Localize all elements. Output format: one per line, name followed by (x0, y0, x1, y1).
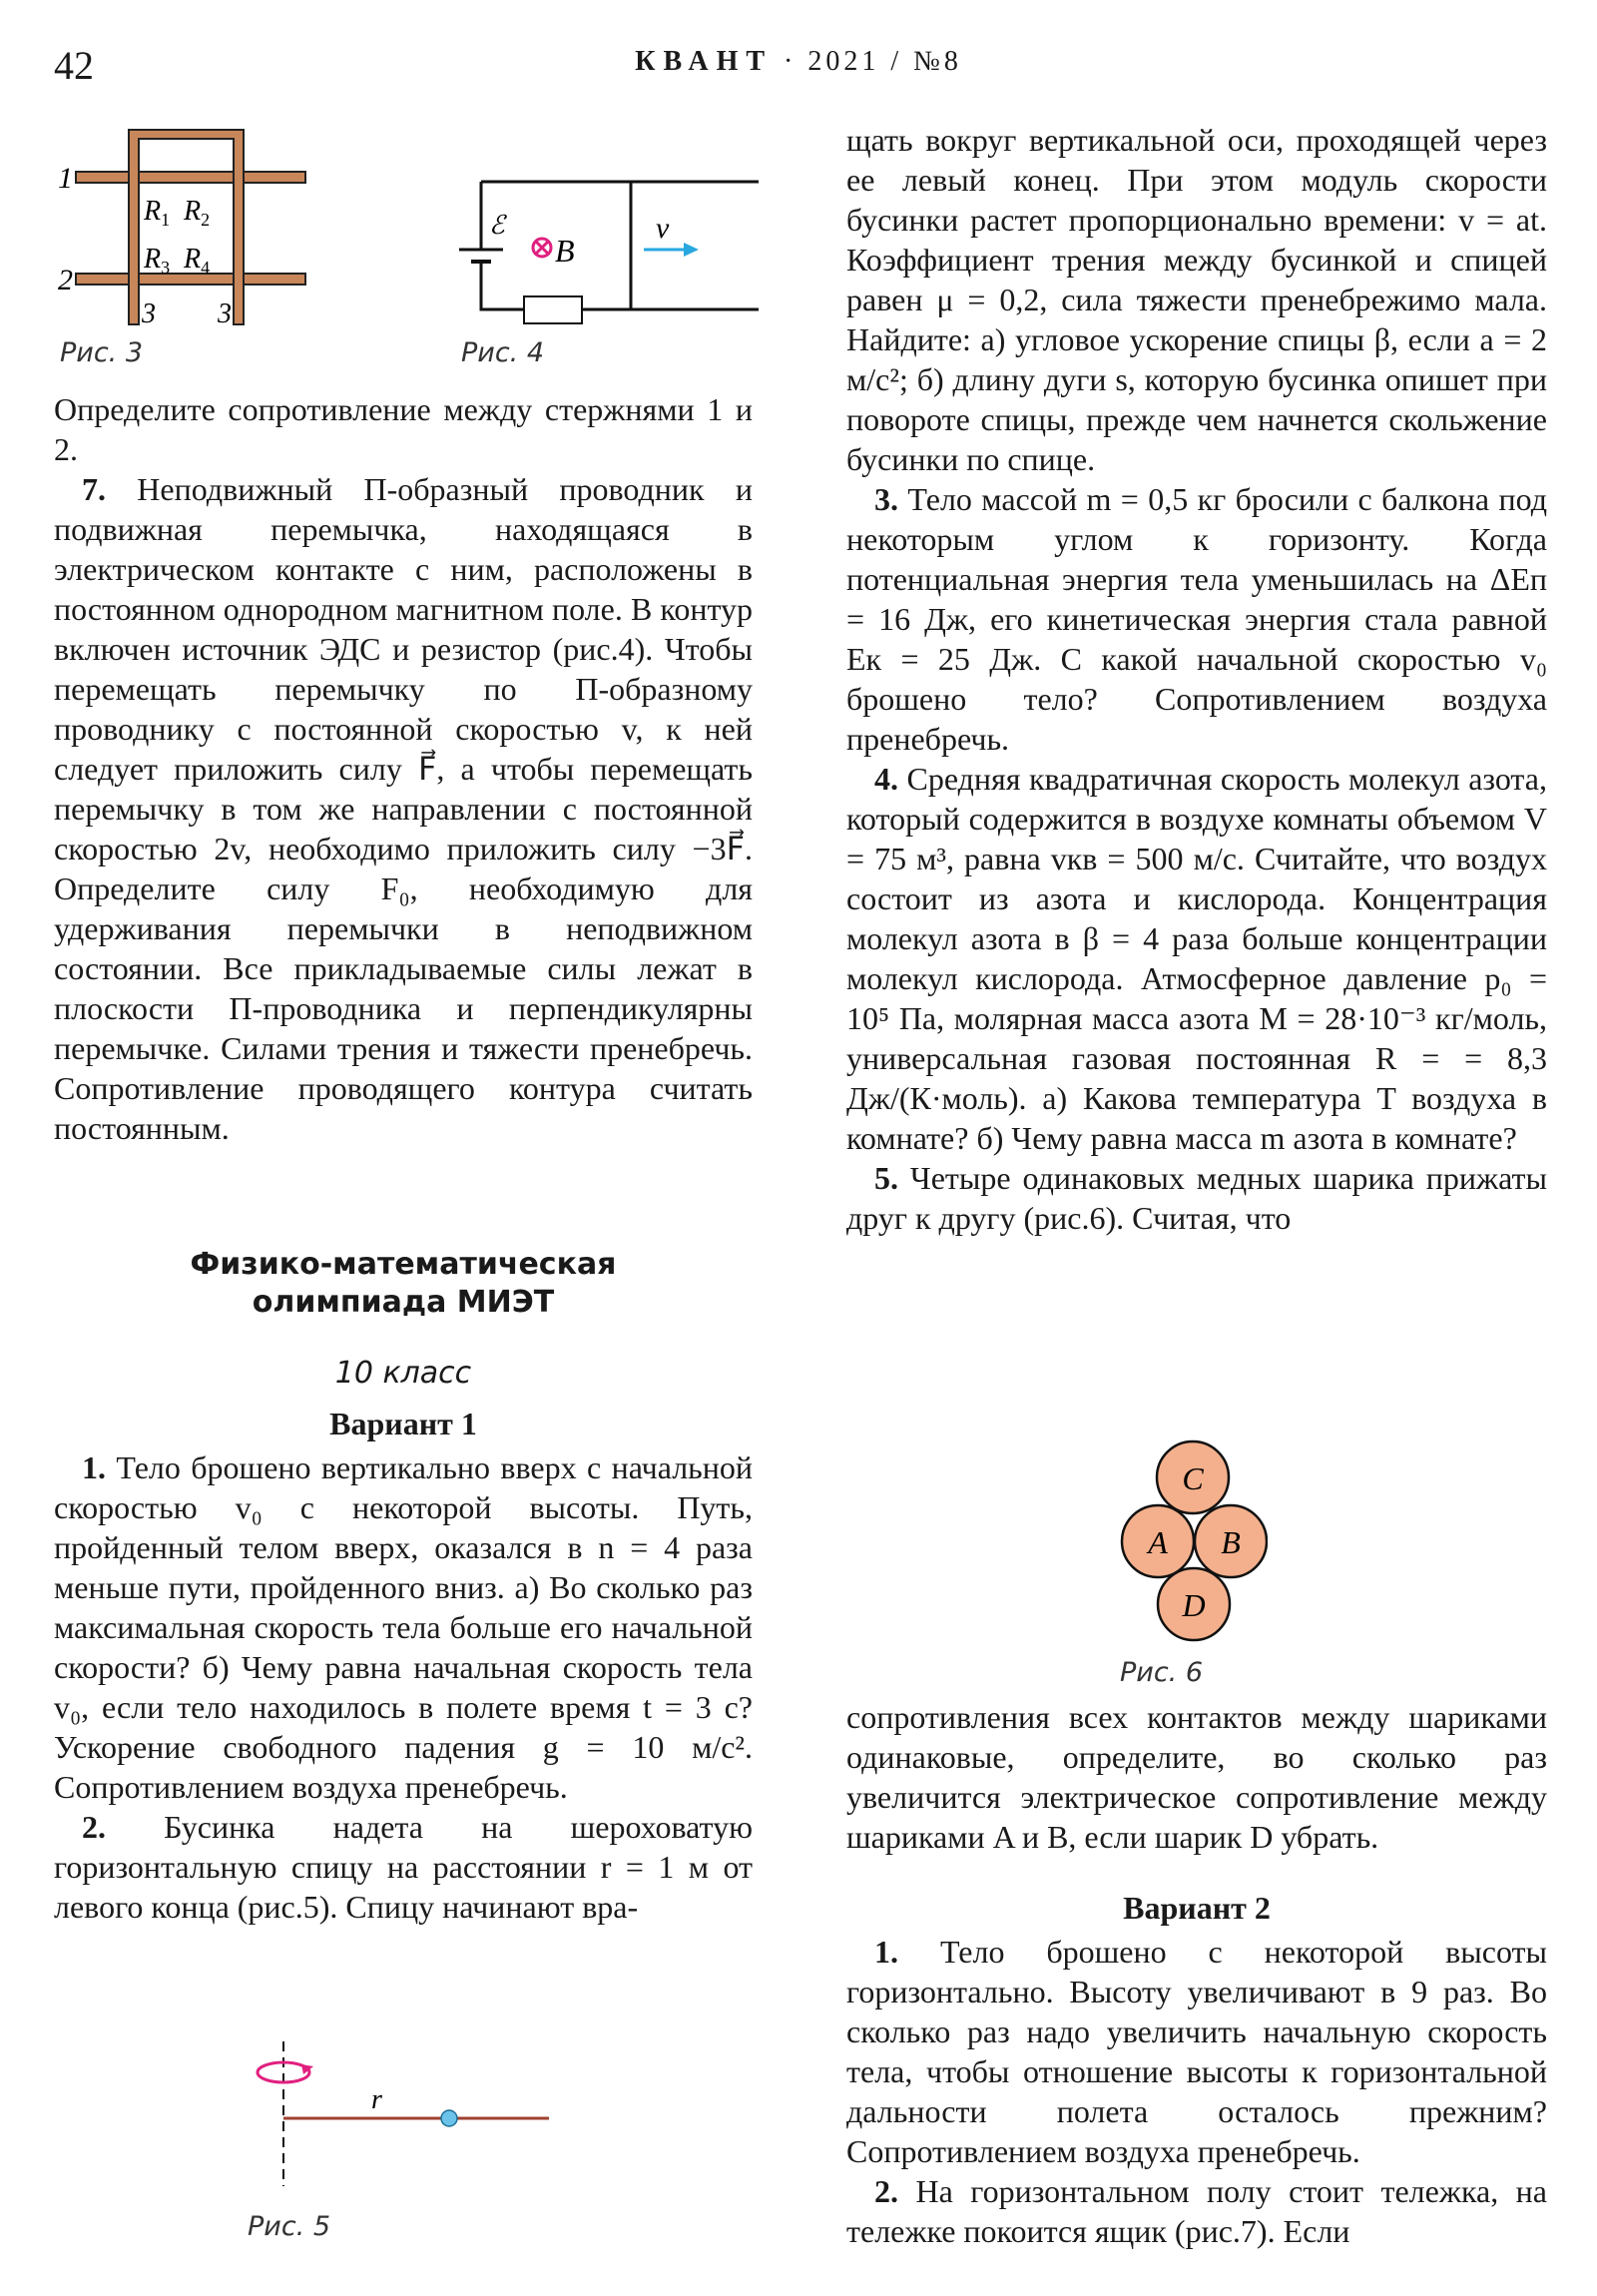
problem-number: 4. (874, 761, 898, 797)
ball-label-a: A (1148, 1524, 1168, 1560)
left-column (54, 389, 753, 1148)
velocity-label: v (656, 212, 670, 245)
figure-4-caption: Рис. 4 (461, 337, 545, 368)
problem-number: 7. (82, 471, 106, 507)
v1-problem-3 (846, 479, 1547, 759)
fig3-label-r3: $R_3$ (144, 244, 171, 278)
problem-text: Бусинка надета на шероховатую горизонтальную спицу на расстоянии r = 1 м от левого конца (рис.5). Спицу начинают вра- (54, 1809, 753, 1925)
fig3-label-3a: 3 (142, 298, 156, 329)
problem-number: 2. (874, 2173, 898, 2209)
v2-problem-2-start (846, 2171, 1547, 2251)
v2-problem-1 (846, 1932, 1547, 2171)
v1-problem-4 (846, 759, 1547, 1158)
right-column-variant-2 (846, 1932, 1547, 2251)
variant-2-heading: Вариант 2 (1123, 1890, 1271, 1926)
left-column-variant-1 (54, 1447, 753, 1927)
issue-number: 2021 / №8 (807, 46, 962, 77)
fig3-label-r1: $R_1$ (144, 196, 171, 230)
problem-7 (54, 469, 753, 1148)
figure-5-rotating-spoke (230, 2036, 559, 2196)
velocity-arrow-icon (644, 243, 699, 257)
problem-text: Четыре одинаковых медных шарика прижаты друг к другу (рис.6). Считая, что (846, 1160, 1548, 1236)
journal-name: КВАНТ (635, 46, 774, 77)
problem-text: Тело брошено с некоторой высоты горизонтально. Высоту увеличивают в 9 раз. Во сколько раз надо увеличить начальную скорость тела, чтобы отношение высоты к горизонтальной дальности полета осталось прежним? Сопротивлением воздуха пренебречь. (846, 1934, 1548, 2169)
problem-number: 1. (874, 1934, 898, 1970)
section-title-line-2: олимпиада МИЭТ (252, 1285, 555, 1320)
fig3-label-r4: $R_4$ (184, 244, 211, 278)
v1-problem-5-end: сопротивления всех контактов между шариками одинаковые, определите, во сколько раз увеличится электрическое сопротивление между шариками A и B, если шарик D убрать. (846, 1699, 1547, 1855)
figure-5-caption: Рис. 5 (248, 2211, 331, 2242)
fig3-label-1: 1 (58, 162, 73, 195)
running-header (0, 46, 1597, 78)
header-separator: · (784, 46, 798, 77)
right-column-lower (846, 1697, 1547, 1857)
figure-6-caption: Рис. 6 (1120, 1657, 1204, 1688)
v1-problem-5-start (846, 1158, 1547, 1238)
problem-number: 3. (874, 481, 898, 517)
section-title-line-1: Физико-математическая (190, 1247, 617, 1282)
fig3-label-2: 2 (58, 264, 73, 296)
v1-problem-2-end: щать вокруг вертикальной оси, проходящей через ее левый конец. При этом модуль скорости бусинки растет пропорционально времени: v = at. Коэффициент трения между бусинкой и спицей равен μ = 0,2, сила тяжести пренебрежимо мала. Найдите: а) угловое ускорение спицы β, если a = 2 м/с²; б) длину дуги s, которую бусинка опишет при повороте спицы, прежде чем начнется скольжение бусинки по спице. (846, 122, 1547, 477)
ball-label-b: B (1221, 1524, 1241, 1560)
problem-text: На горизонтальном полу стоит тележка, на тележке покоится ящик (рис.7). Если (846, 2173, 1548, 2249)
magnetic-field-into-page-icon (533, 239, 551, 257)
field-label-b: B (555, 233, 575, 269)
problem-text: Неподвижный П-образный проводник и подвижная перемычка, находящаяся в электрическом контакте с ним, расположены в постоянном однородном магнитном поле. В контур включен источник ЭДС и резистор (рис.4). Чтобы перемещать перемычку по П-образному проводнику с постоянной скоростью v, к ней следует приложить силу F⃗, а чтобы перемещать перемычку в том же направлении с постоянной скоростью 2v, необходимо приложить силу −3F⃗. Определите силу F₀, необходимую для удерживания перемычки в неподвижном состоянии. Все прикладываемые силы лежат в плоскости П-проводника и перпендикулярны перемычке. Силами трения и тяжести пренебречь. Сопротивление проводящего контура считать постоянным. (54, 471, 754, 1146)
v1-problem-2-start (54, 1807, 753, 1927)
figure-3-caption: Рис. 3 (60, 337, 144, 368)
v1-problem-1 (54, 1447, 753, 1807)
problem-number: 1. (82, 1449, 106, 1485)
figure-6-four-balls (1108, 1430, 1268, 1654)
ball-label-d: D (1182, 1587, 1206, 1623)
fig3-label-3b: 3 (218, 298, 232, 329)
bead (441, 2110, 457, 2126)
problem-6-end: Определите сопротивление между стержнями 1 и 2. (54, 391, 753, 467)
problem-text: Тело массой m = 0,5 кг бросили с балкона под некоторым углом к горизонту. Когда потенциальная энергия тела уменьшилась на ΔEп = 16 Дж, его кинетическая энергия стала равной Eк = 25 Дж. С какой начальной скоростью v₀ брошено тело? Сопротивлением воздуха пренебречь. (846, 481, 1548, 757)
page-number: 42 (54, 43, 94, 88)
problem-number: 5. (874, 1160, 898, 1196)
fig3-label-r2: $R_2$ (184, 196, 211, 230)
emf-symbol: ℰ (489, 211, 505, 240)
radius-label: r (371, 2084, 382, 2115)
problem-number: 2. (82, 1809, 106, 1845)
section-title (54, 1246, 753, 1322)
problem-text: Средняя квадратичная скорость молекул азота, который содержится в воздухе комнаты объемом V = 75 м³, равна vкв = 500 м/с. Считайте, что воздух состоит из азота и кислорода. Концентрация молекул азота в β = 4 раза больше концентрации молекул кислорода. Атмосферное давление p₀ = 10⁵ Па, молярная масса азота M = 28·10⁻³ кг/моль, универсальная газовая постоянная R = = 8,3 Дж/(К·моль). а) Какова температура T воздуха в комнате? б) Чему равна масса m азота в комнате? (846, 761, 1548, 1156)
variant-1-heading: Вариант 1 (329, 1406, 477, 1441)
problem-text: Тело брошено вертикально вверх с начальной скоростью v₀ с некоторой высоты. Путь, пройденный телом вверх, оказался в n = 4 раза меньше пути, пройденного вниз. а) Во сколько раз максимальная скорость тела больше его начальной скорости? б) Чему равна начальная скорость тела v₀, если тело находилось в полете время t = 3 с? Ускорение свободного падения g = 10 м/с². Сопротивлением воздуха пренебречь. (54, 1449, 754, 1805)
ball-label-c: C (1182, 1460, 1204, 1496)
right-column (846, 120, 1547, 1238)
figure-3-resistor-frame (54, 120, 313, 334)
figure-4-circuit (459, 150, 759, 334)
grade-heading: 10 класс (334, 1356, 472, 1391)
